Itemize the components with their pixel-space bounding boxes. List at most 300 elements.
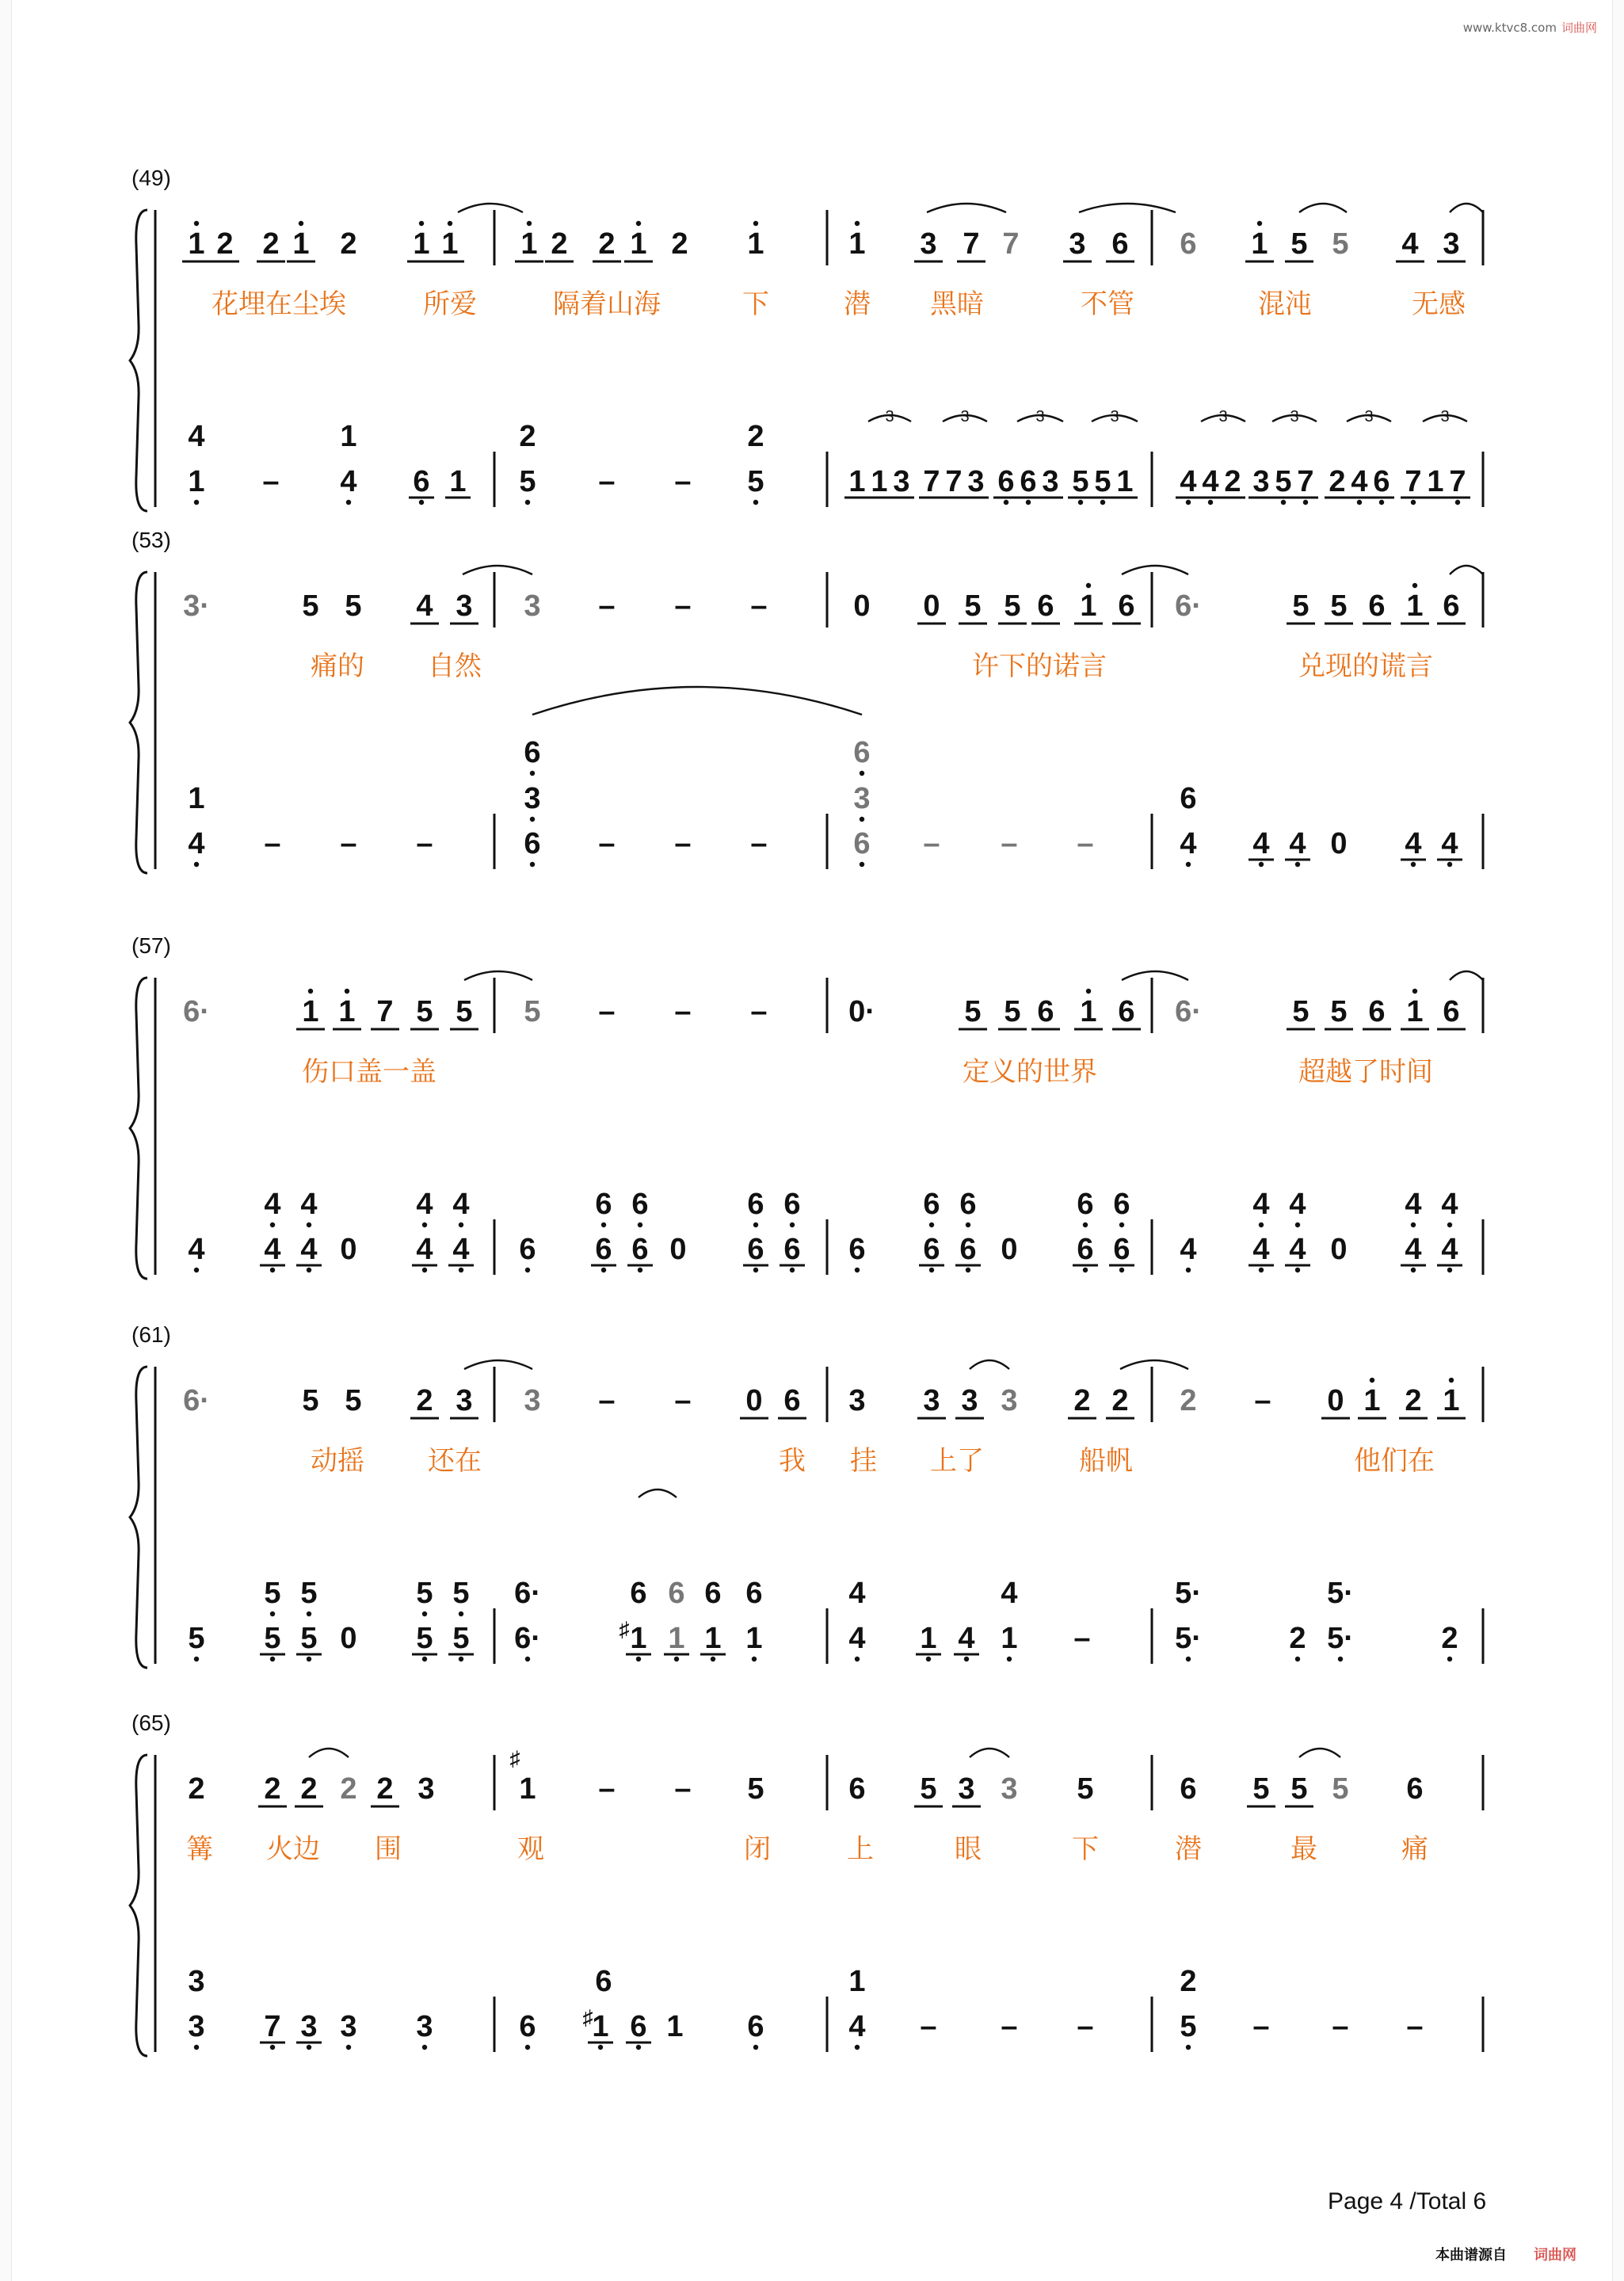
sys3-acc-note-9: 6 [631,1233,649,1266]
sys3-melody-note-9: – [674,995,692,1028]
sys3-low-dot-7 [525,1268,530,1272]
sys5-acc-note-16: – [1252,2010,1270,2043]
sys3-melody-note-15: 1 [1080,995,1097,1028]
sys2-melody-note-7: – [598,589,616,623]
sys2-chord-mid-1: 3 [524,782,541,815]
sys4-low-dot-1 [194,1657,199,1661]
sys5-lyric-1: 篝 [186,1833,213,1865]
sys1-brace [130,210,147,511]
sys2-measure-number: (53) [132,528,171,552]
sys4-chord-dot-1 [270,1612,275,1616]
sys3-low-dot-15 [966,1268,970,1272]
sys2-melody-note-18: 5 [1292,589,1309,623]
sys3-acc-note-11: 6 [747,1233,764,1266]
sys1-lyric-8: 混沌 [1258,288,1312,320]
sys1-acc-note-32: 1 [1427,465,1444,498]
sys3-chord-dot-14 [1295,1223,1300,1227]
sys2-acc-chord-note-1: 1 [188,782,205,815]
sys3-low-dot-23 [1411,1268,1416,1272]
sys5-acc-note-1: 3 [188,2010,205,2043]
sys1-high-dot-1 [194,221,199,226]
sys2-low-dot-17 [1411,862,1416,867]
sys2-low-dot-15 [1295,862,1300,867]
sys4-melody-note-1: 6· [183,1384,210,1417]
sys1-low-dot-31 [1411,500,1416,505]
sys1-high-dot-14 [855,221,860,226]
sys3-acc-note-19: 4 [1180,1233,1197,1266]
sys4-chord-dot-2 [307,1612,311,1616]
sys4-lyric-6: 船帆 [1079,1445,1133,1477]
sys2-acc-note-14: 4 [1252,827,1270,860]
sys1-acc-note-17: 6 [1020,465,1037,498]
sys2-melody-note-17: 6· [1175,589,1202,623]
sys3-melody-note-21: 1 [1406,995,1424,1028]
sys3-low-dot-5 [422,1268,427,1272]
sys1-melody-note-3: 2 [262,227,280,261]
sys1-acc-note-22: 4 [1180,465,1197,498]
sys1-lyric-1: 花埋在尘埃 [212,288,346,320]
sys1-acc-note-19: 5 [1072,465,1089,498]
sys1-acc-note-6: 5 [519,465,536,498]
sys3-acc-chord-note-15: 4 [1405,1188,1422,1221]
sys3-melody-note-16: 6 [1118,995,1135,1028]
sys5-melody-note-15: 5 [1077,1772,1094,1806]
sys3-melody-slur-2 [1122,971,1188,980]
sys4-low-dot-20 [1447,1657,1452,1661]
sys2-melody-note-1: 3· [183,589,210,623]
sys2-high-dot-15 [1086,583,1091,588]
sys1-melody-note-18: 3 [1069,227,1086,261]
sys4-melody-note-9: 0 [745,1384,763,1417]
sys4-acc-note-10: 1 [704,1622,722,1655]
sys2-chord-top-dot-1 [530,771,535,776]
sys3-acc-note-16: 0 [1001,1233,1018,1266]
sys4-acc-note-13: 1 [920,1622,937,1655]
sys1-tuplet-3-5: 3 [1218,408,1228,425]
sys2-melody-note-15: 1 [1080,589,1097,623]
sys5-acc-note-5: 3 [416,2010,433,2043]
sys5-acc-note-6: 6 [519,2010,536,2043]
sys5-melody-note-6: 3 [417,1772,435,1806]
sys1-acc-note-26: 5 [1275,465,1292,498]
sys2-melody-note-20: 6 [1368,589,1386,623]
sys1-melody-note-15: 3 [920,227,937,261]
sys1-lyric-6: 黑暗 [930,288,984,320]
sys3-acc-note-6: 4 [452,1233,470,1266]
sys3-low-dot-1 [194,1268,199,1272]
sys1-lyric-7: 不管 [1081,288,1134,320]
sys2-chord-top-1: 6 [524,736,541,769]
sys3-acc-chord-note-2: 4 [300,1188,318,1221]
sys1-acc-note-16: 6 [997,465,1015,498]
sys5-melody-note-19: 5 [1332,1772,1349,1806]
sys4-lyric-3: 我 [779,1445,806,1477]
sys5-melody-note-3: 2 [300,1772,318,1806]
sys3-low-dot-11 [753,1268,758,1272]
sys1-high-dot-21 [1257,221,1262,226]
sys4-lyric-4: 挂 [850,1445,877,1477]
sys1-melody-note-2: 2 [216,227,234,261]
sys3-acc-note-22: 0 [1330,1233,1348,1266]
sys1-low-dot-1 [194,500,199,505]
sys4-measure-number: (61) [132,1322,171,1347]
sys2-chord-mid-dot-2 [860,817,864,822]
sys1-acc-note-10: 1 [848,465,866,498]
sys5-lyric-4: 观 [517,1833,544,1865]
sys2-melody-note-11: 0 [923,589,940,623]
sys1-tuplet-3-2: 3 [960,408,970,425]
sys5-melody-note-20: 6 [1406,1772,1424,1806]
sys5-melody-note-16: 6 [1180,1772,1197,1806]
sys2-melody-note-4: 4 [416,589,433,623]
sys3-melody-note-3: 1 [338,995,356,1028]
source-brand: 词曲网 [1534,2247,1576,2264]
site-url: www.ktvc8.com [1462,21,1557,35]
sys3-chord-dot-6 [638,1223,642,1227]
page-number: Page 4 /Total 6 [1328,2188,1487,2214]
sys1-low-dot-30 [1379,500,1384,505]
sys3-chord-dot-11 [1083,1223,1088,1227]
sys2-melody-slur-2 [1122,566,1188,574]
sys2-melody-note-5: 3 [456,589,473,623]
sys4-chord-dot-3 [422,1612,427,1616]
sys1-acc-note-4: 6 [413,465,430,498]
sys1-acc-note-20: 5 [1094,465,1111,498]
sys3-chord-dot-8 [790,1223,795,1227]
sys3-low-dot-9 [638,1268,642,1272]
sys5-lyric-7: 眼 [955,1833,982,1865]
sys4-melody-note-18: – [1254,1384,1271,1417]
sys1-melody-note-5: 2 [340,227,357,261]
sys5-melody-note-12: 5 [920,1772,937,1806]
sys4-melody-slur-1 [464,1360,532,1369]
sys3-low-dot-6 [459,1268,463,1272]
sys3-acc-note-24: 4 [1441,1233,1458,1266]
sys3-acc-note-4: 0 [340,1233,357,1266]
sys5-melody-note-2: 2 [264,1772,281,1806]
sys3-acc-chord-note-5: 6 [595,1188,612,1221]
sys4-acc-note-8: 1 [630,1622,647,1655]
sys2-acc-note-17: 4 [1405,827,1422,860]
sys3-low-dot-18 [1119,1268,1124,1272]
sys2-acc-chord-note-2: 6 [1180,782,1197,815]
sys5-acc-note-13: – [1001,2010,1018,2043]
sys3-high-dot-3 [345,989,349,994]
sys3-melody-note-12: 5 [964,995,982,1028]
sys4-acc-note-12: 4 [848,1622,866,1655]
sys1-acc-note-33: 7 [1449,465,1466,498]
sys4-acc-slur [639,1490,677,1497]
sys1-acc-note-2: – [262,465,280,498]
sys4-brace [130,1367,147,1668]
sys5-low-dot-10 [753,2045,758,2050]
sys5-low-dot-11 [855,2045,860,2050]
sys1-low-dot-4 [419,500,424,505]
sys3-acc-note-21: 4 [1289,1233,1306,1266]
sys1-lyric-3: 隔着山海 [553,288,661,320]
sys1-low-dot-22 [1186,500,1191,505]
sys1-tuplet-3-7: 3 [1364,408,1374,425]
sys1-low-dot-3 [346,500,351,505]
sys4-melody-note-17: 2 [1180,1384,1197,1417]
sys4-high-dot-22 [1449,1378,1454,1383]
sys5-acc-note-10: 6 [747,2010,764,2043]
sys1-low-dot-29 [1357,500,1362,505]
sys1-acc-note-15: 3 [967,465,985,498]
sys2-lyric-3: 许下的诺言 [972,650,1107,682]
source-note [1435,2244,1576,2264]
sys1-low-dot-19 [1078,500,1083,505]
sys4-low-dot-18 [1295,1657,1300,1661]
sys1-acc-note-13: 7 [923,465,940,498]
sys3-lyric-3: 超越了时间 [1298,1056,1433,1088]
sys1-melody-note-20: 6 [1180,227,1197,261]
sys4-acc-note-3: 5 [300,1622,318,1655]
sys1-high-dot-6 [419,221,424,226]
sys4-melody-note-14: 3 [1001,1384,1018,1417]
sys5-acc-note-8: 6 [630,2010,647,2043]
sys5-lyric-5: 闭 [744,1833,771,1865]
sys2-lyric-4: 兑现的谎言 [1298,650,1433,682]
sys3-melody-note-17: 6· [1175,995,1202,1028]
sys3-melody-note-10: – [750,995,768,1028]
sys4-acc-note-17: 5· [1175,1622,1202,1655]
sys3-chord-dot-15 [1411,1223,1416,1227]
sys5-lyric-2: 火边 [266,1833,320,1865]
sys3-acc-note-12: 6 [783,1233,801,1266]
sys4-melody-note-8: – [674,1384,692,1417]
sys1-melody-note-12: 2 [671,227,688,261]
sys4-melody-slur-3 [1120,1360,1188,1369]
sys3-acc-note-10: 0 [669,1233,687,1266]
sys2-chord-mid-dot-1 [530,817,535,822]
sys2-melody-slur-3 [1450,566,1483,574]
sys4-acc-note-4: 0 [340,1622,357,1655]
sys3-melody-note-22: 6 [1443,995,1460,1028]
sys2-melody-note-6: 3 [524,589,541,623]
sys5-low-dot-5 [422,2045,427,2050]
sys1-acc-note-12: 3 [893,465,910,498]
sys1-melody-note-13: 1 [747,227,764,261]
sys3-lyric-1: 伤口盖一盖 [302,1056,436,1088]
sys2-melody-note-2: 5 [302,589,319,623]
sys5-low-dot-8 [636,2045,641,2050]
sys1-low-dot-23 [1208,500,1213,505]
sys1-acc-note-14: 7 [945,465,963,498]
sys3-acc-chord-note-14: 4 [1289,1188,1306,1221]
sys3-melody-note-4: 7 [376,995,394,1028]
sys4-acc-chord-note-7: 6 [668,1577,685,1610]
sys4-low-dot-15 [1007,1657,1012,1661]
sys5-melody-note-18: 5 [1290,1772,1308,1806]
sys2-low-dot-1 [194,862,199,867]
sys4-low-dot-12 [855,1657,860,1661]
sys2-acc-note-15: 4 [1289,827,1306,860]
sys3-melody-note-19: 5 [1330,995,1348,1028]
sys3-acc-note-8: 6 [595,1233,612,1266]
sys3-measure-number: (57) [132,933,171,958]
sys2-chord-mid-2: 3 [853,782,871,815]
sys2-acc-note-1: 4 [188,827,205,860]
sys1-melody-note-16: 7 [963,227,980,261]
sys1-melody-note-9: 2 [551,227,568,261]
sys3-low-dot-17 [1083,1268,1088,1272]
sys1-acc-note-1: 1 [188,465,205,498]
sys5-lyric-9: 潜 [1175,1833,1202,1865]
sys1-low-dot-9 [753,500,758,505]
sys5-lyric-3: 围 [375,1833,402,1865]
sys3-chord-dot-3 [422,1223,427,1227]
sys4-acc-chord-note-9: 6 [745,1577,763,1610]
sys3-low-dot-20 [1259,1268,1264,1272]
sys1-melody-note-19: 6 [1111,227,1129,261]
sys3-acc-chord-note-9: 6 [923,1188,940,1221]
sys3-low-dot-19 [1186,1268,1191,1272]
sys1-acc-note-29: 4 [1351,465,1368,498]
sys1-melody-note-22: 5 [1290,227,1308,261]
sys4-melody-note-5: 3 [456,1384,473,1417]
sys3-melody-note-18: 5 [1292,995,1309,1028]
sys4-melody-slur-2 [970,1360,1009,1369]
sys2-acc-note-12: – [1077,827,1094,860]
sys1-melody-note-8: 1 [520,227,538,261]
sys5-acc-chord-note-1: 3 [188,1965,205,1998]
sys4-acc-note-14: 4 [958,1622,975,1655]
sys3-acc-chord-note-6: 6 [631,1188,649,1221]
sys3-melody-note-1: 6· [183,995,210,1028]
sys4-acc-note-20: 2 [1441,1622,1458,1655]
sys4-lyric-1: 动摇 [311,1445,364,1477]
sys4-acc-chord-note-4: 5 [452,1577,470,1610]
sys3-acc-chord-note-13: 4 [1252,1188,1270,1221]
sys1-acc-note-24: 2 [1224,465,1241,498]
sys1-melody-note-11: 1 [630,227,647,261]
sys1-tuplet-3-3: 3 [1035,408,1045,425]
sys4-low-dot-14 [964,1657,969,1661]
sys1-acc-note-30: 6 [1373,465,1390,498]
sys5-low-dot-3 [307,2045,311,2050]
sys1-low-dot-17 [1026,500,1031,505]
sys5-acc-note-3: 3 [300,2010,318,2043]
sys4-acc-chord-note-8: 6 [704,1577,722,1610]
sys1-acc-note-8: – [674,465,692,498]
site-brand: 词曲网 [1561,21,1597,35]
sys1-tuplet-3-4: 3 [1110,408,1119,425]
sys5-melody-note-4: 2 [340,1772,357,1806]
sys3-melody-note-6: 5 [456,995,473,1028]
sys3-melody-note-5: 5 [416,995,433,1028]
sys2-melody-note-3: 5 [345,589,362,623]
sys5-melody-note-13: 3 [958,1772,975,1806]
sys4-melody-note-19: 0 [1327,1384,1344,1417]
sys3-acc-note-3: 4 [300,1233,318,1266]
sys1-melody-note-23: 5 [1332,227,1349,261]
sys2-melody-note-13: 5 [1004,589,1021,623]
sys4-acc-note-5: 5 [416,1622,433,1655]
sys4-acc-chord-note-5: 6· [514,1577,541,1610]
sys1-lyric-2: 所爱 [423,288,477,320]
sys1-acc-note-27: 7 [1297,465,1314,498]
sys4-acc-note-11: 1 [745,1622,763,1655]
sys5-lyric-11: 痛 [1401,1833,1428,1865]
sys4-lyric-2: 还在 [428,1445,482,1477]
sys1-high-dot-13 [753,221,758,226]
sys1-low-dot-27 [1303,500,1308,505]
sys4-low-dot-17 [1186,1657,1191,1661]
sys4-melody-note-21: 2 [1405,1384,1422,1417]
sys4-melody-note-4: 2 [416,1384,433,1417]
sys4-acc-note-2: 5 [264,1622,281,1655]
sys1-high-dot-7 [448,221,452,226]
sys4-low-dot-5 [422,1657,427,1661]
sys4-acc-note-19: 5· [1327,1622,1354,1655]
sys3-acc-note-23: 4 [1405,1233,1422,1266]
sys3-low-dot-14 [929,1268,934,1272]
sys3-acc-chord-note-8: 6 [783,1188,801,1221]
sys3-acc-chord-note-7: 6 [747,1188,764,1221]
sys2-low-dot-14 [1259,862,1264,867]
sys3-melody-note-8: – [598,995,616,1028]
sys2-acc-note-8: – [750,827,768,860]
sys5-acc-note-9: 1 [666,2010,684,2043]
sys2-brace [130,572,147,873]
sys3-acc-note-1: 4 [188,1233,205,1266]
sys4-acc-chord-note-3: 5 [416,1577,433,1610]
sys3-acc-chord-note-1: 4 [264,1188,281,1221]
sys4-acc-note-18: 2 [1289,1622,1306,1655]
sys3-acc-note-5: 4 [416,1233,433,1266]
sys3-acc-note-20: 4 [1252,1233,1270,1266]
sys1-acc-note-5: 1 [449,465,467,498]
sys3-melody-note-11: 0· [848,995,875,1028]
sys4-low-dot-11 [752,1657,757,1661]
sys3-chord-dot-10 [966,1223,970,1227]
sys5-lyric-8: 下 [1072,1833,1099,1865]
sys5-acc-chord-note-2: 6 [595,1965,612,1998]
sys5-acc-note-11: 4 [848,2010,866,2043]
sys1-acc-note-11: 1 [871,465,888,498]
sys1-acc-note-31: 7 [1405,465,1422,498]
sys5-melody-note-1: 2 [188,1772,205,1806]
sys3-acc-note-14: 6 [923,1233,940,1266]
sys2-chord-top-2: 6 [853,736,871,769]
sys2-acc-note-9: 6 [853,827,871,860]
sys1-low-dot-26 [1281,500,1286,505]
sys5-lyric-10: 最 [1290,1833,1317,1865]
sys3-acc-chord-note-4: 4 [452,1188,470,1221]
sys1-measure-number: (49) [132,166,171,190]
sys5-low-dot-6 [525,2045,530,2050]
sys5-melody-note-10: 5 [747,1772,764,1806]
sys4-lyric-5: 上了 [930,1445,984,1477]
sys1-acc-note-23: 4 [1202,465,1219,498]
sys4-acc-note-1: 5 [188,1622,205,1655]
sys5-melody-slur-2 [970,1749,1009,1757]
sys1-acc-note-28: 2 [1329,465,1346,498]
sys1-melody-note-17: 7 [1002,227,1020,261]
sys2-melody-note-9: – [750,589,768,623]
sys3-melody-slur-3 [1450,971,1483,980]
sys5-low-dot-7 [598,2045,603,2050]
sys3-acc-chord-note-11: 6 [1077,1188,1094,1221]
sys5-melody-slur-1 [309,1749,349,1757]
sys3-high-dot-15 [1086,989,1091,994]
sys1-lyric-4: 下 [742,288,769,320]
sys5-low-dot-15 [1186,2045,1191,2050]
sys4-acc-chord-note-1: 5 [264,1577,281,1610]
sys3-acc-note-13: 6 [848,1233,866,1266]
sys4-acc-chord-note-2: 5 [300,1577,318,1610]
